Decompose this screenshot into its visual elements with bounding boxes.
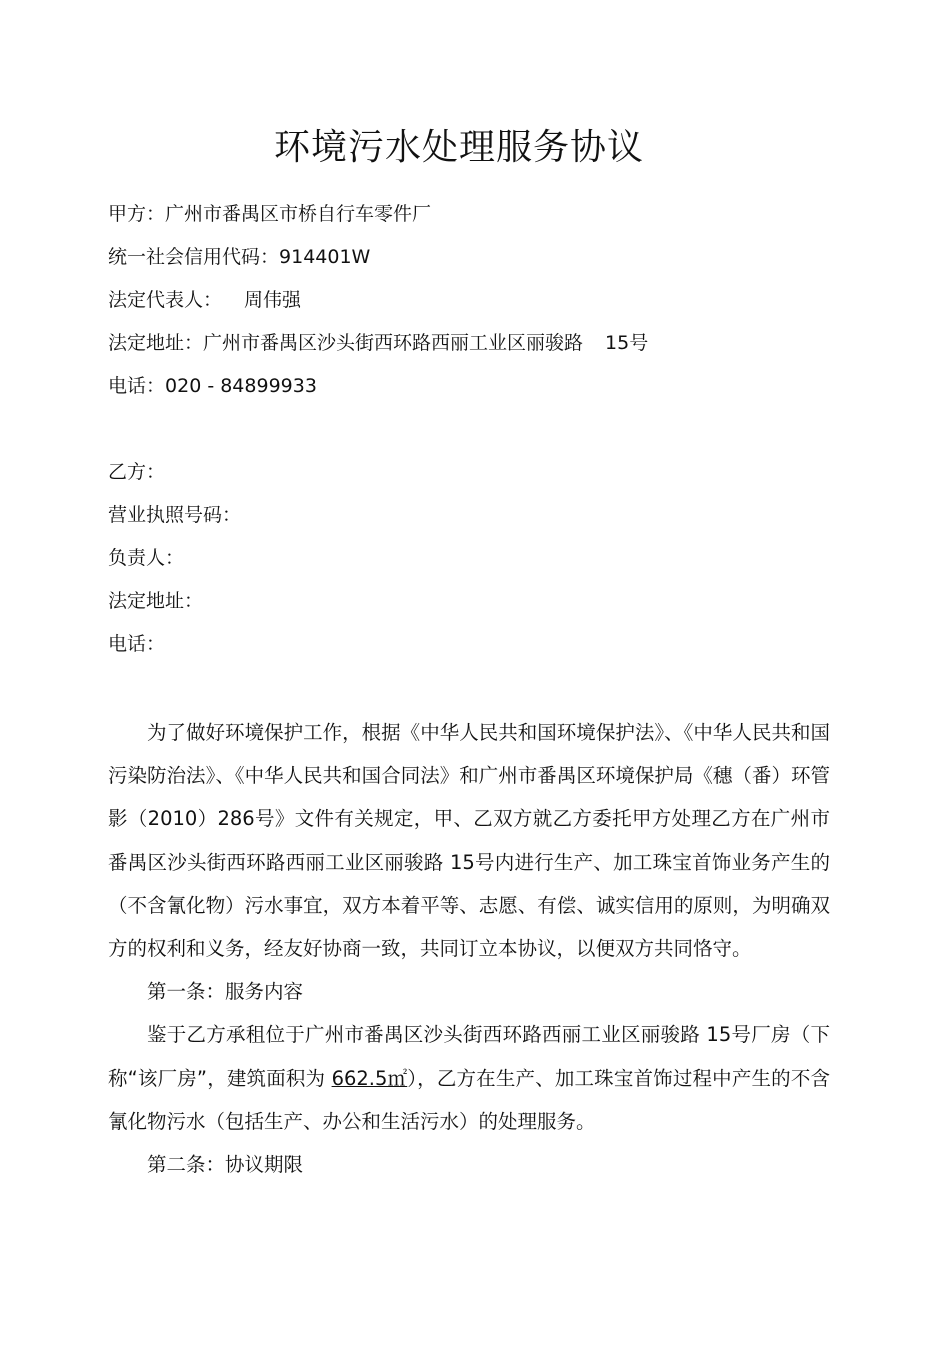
party-a-credit-code-line <box>108 236 868 279</box>
party-b-phone-label: 电话： <box>108 633 166 655</box>
document-title: 环境污水处理服务协议 <box>273 127 644 169</box>
party-a-address-line <box>108 322 868 365</box>
credit-code-label: 统一社会信用代码： <box>108 246 280 268</box>
article-2-heading: 第二条：协议期限 <box>147 1153 304 1177</box>
party-a-address-number: 15号 <box>605 332 649 354</box>
party-b-address-label: 法定地址： <box>108 590 204 612</box>
party-a-phone-line <box>108 365 868 408</box>
party-a-address: 广州市番禺区沙头街西环路西丽工业区丽骏路 <box>203 332 584 354</box>
party-b-section <box>108 451 868 666</box>
article-1-text-after: ），乙方在生产、加工珠宝首饰过程中产生的不含氰化物污水（包括生产、办公和生活污水）的处理服务。 <box>108 1066 831 1133</box>
party-a-name: 广州市番禺区市桥自行车零件厂 <box>165 203 432 225</box>
party-a-address-label: 法定地址： <box>108 332 204 354</box>
intro-paragraph: 为了做好环境保护工作，根据《中华人民共和国环境保护法》、《中华人民共和国污染防治法》、《中华人民共和国合同法》和广州市番禺区环境保护局《穗（番）环管影（2010）286号》文件有关规定，甲、乙双方就乙方委托甲方处理乙方在广州市番禺区沙头街西环路西丽工业区丽骏路 15号内进行生产、加工珠宝首饰业务产生的（不含氰化物）污水事宜，双方本着平等、志愿、有偿、诚实信用的原则，为明确双方的权利和义务，经友好协商一致，共同订立本协议，以便双方共同恪守。 <box>108 721 830 961</box>
article-1-text-before: 鉴于乙方承租位于广州市番禺区沙头街西环路西丽工业区丽骏路 15号厂房（下称“该厂房”，建筑面积为 <box>108 1023 830 1090</box>
party-b-label: 乙方： <box>108 461 166 483</box>
credit-code-value: 914401W <box>279 246 371 268</box>
building-area-value: 662.5㎡ <box>331 1066 408 1090</box>
party-a-phone-label: 电话： <box>108 375 166 397</box>
agreement-body <box>108 711 830 1186</box>
party-b-responsible-label: 负责人： <box>108 547 185 569</box>
party-a-label: 甲方： <box>108 203 166 225</box>
party-a-phone: 020 - 84899933 <box>165 375 317 397</box>
legal-rep-label: 法定代表人： <box>108 289 223 311</box>
party-b-license-label: 营业执照号码： <box>108 504 242 526</box>
party-a-legal-rep-line <box>108 279 868 322</box>
legal-rep-value: 周伟强 <box>244 289 302 311</box>
article-1-paragraph <box>108 1013 830 1143</box>
article-1-heading: 第一条：服务内容 <box>147 980 304 1004</box>
party-a-section <box>108 193 868 408</box>
party-a-name-line <box>108 193 868 236</box>
